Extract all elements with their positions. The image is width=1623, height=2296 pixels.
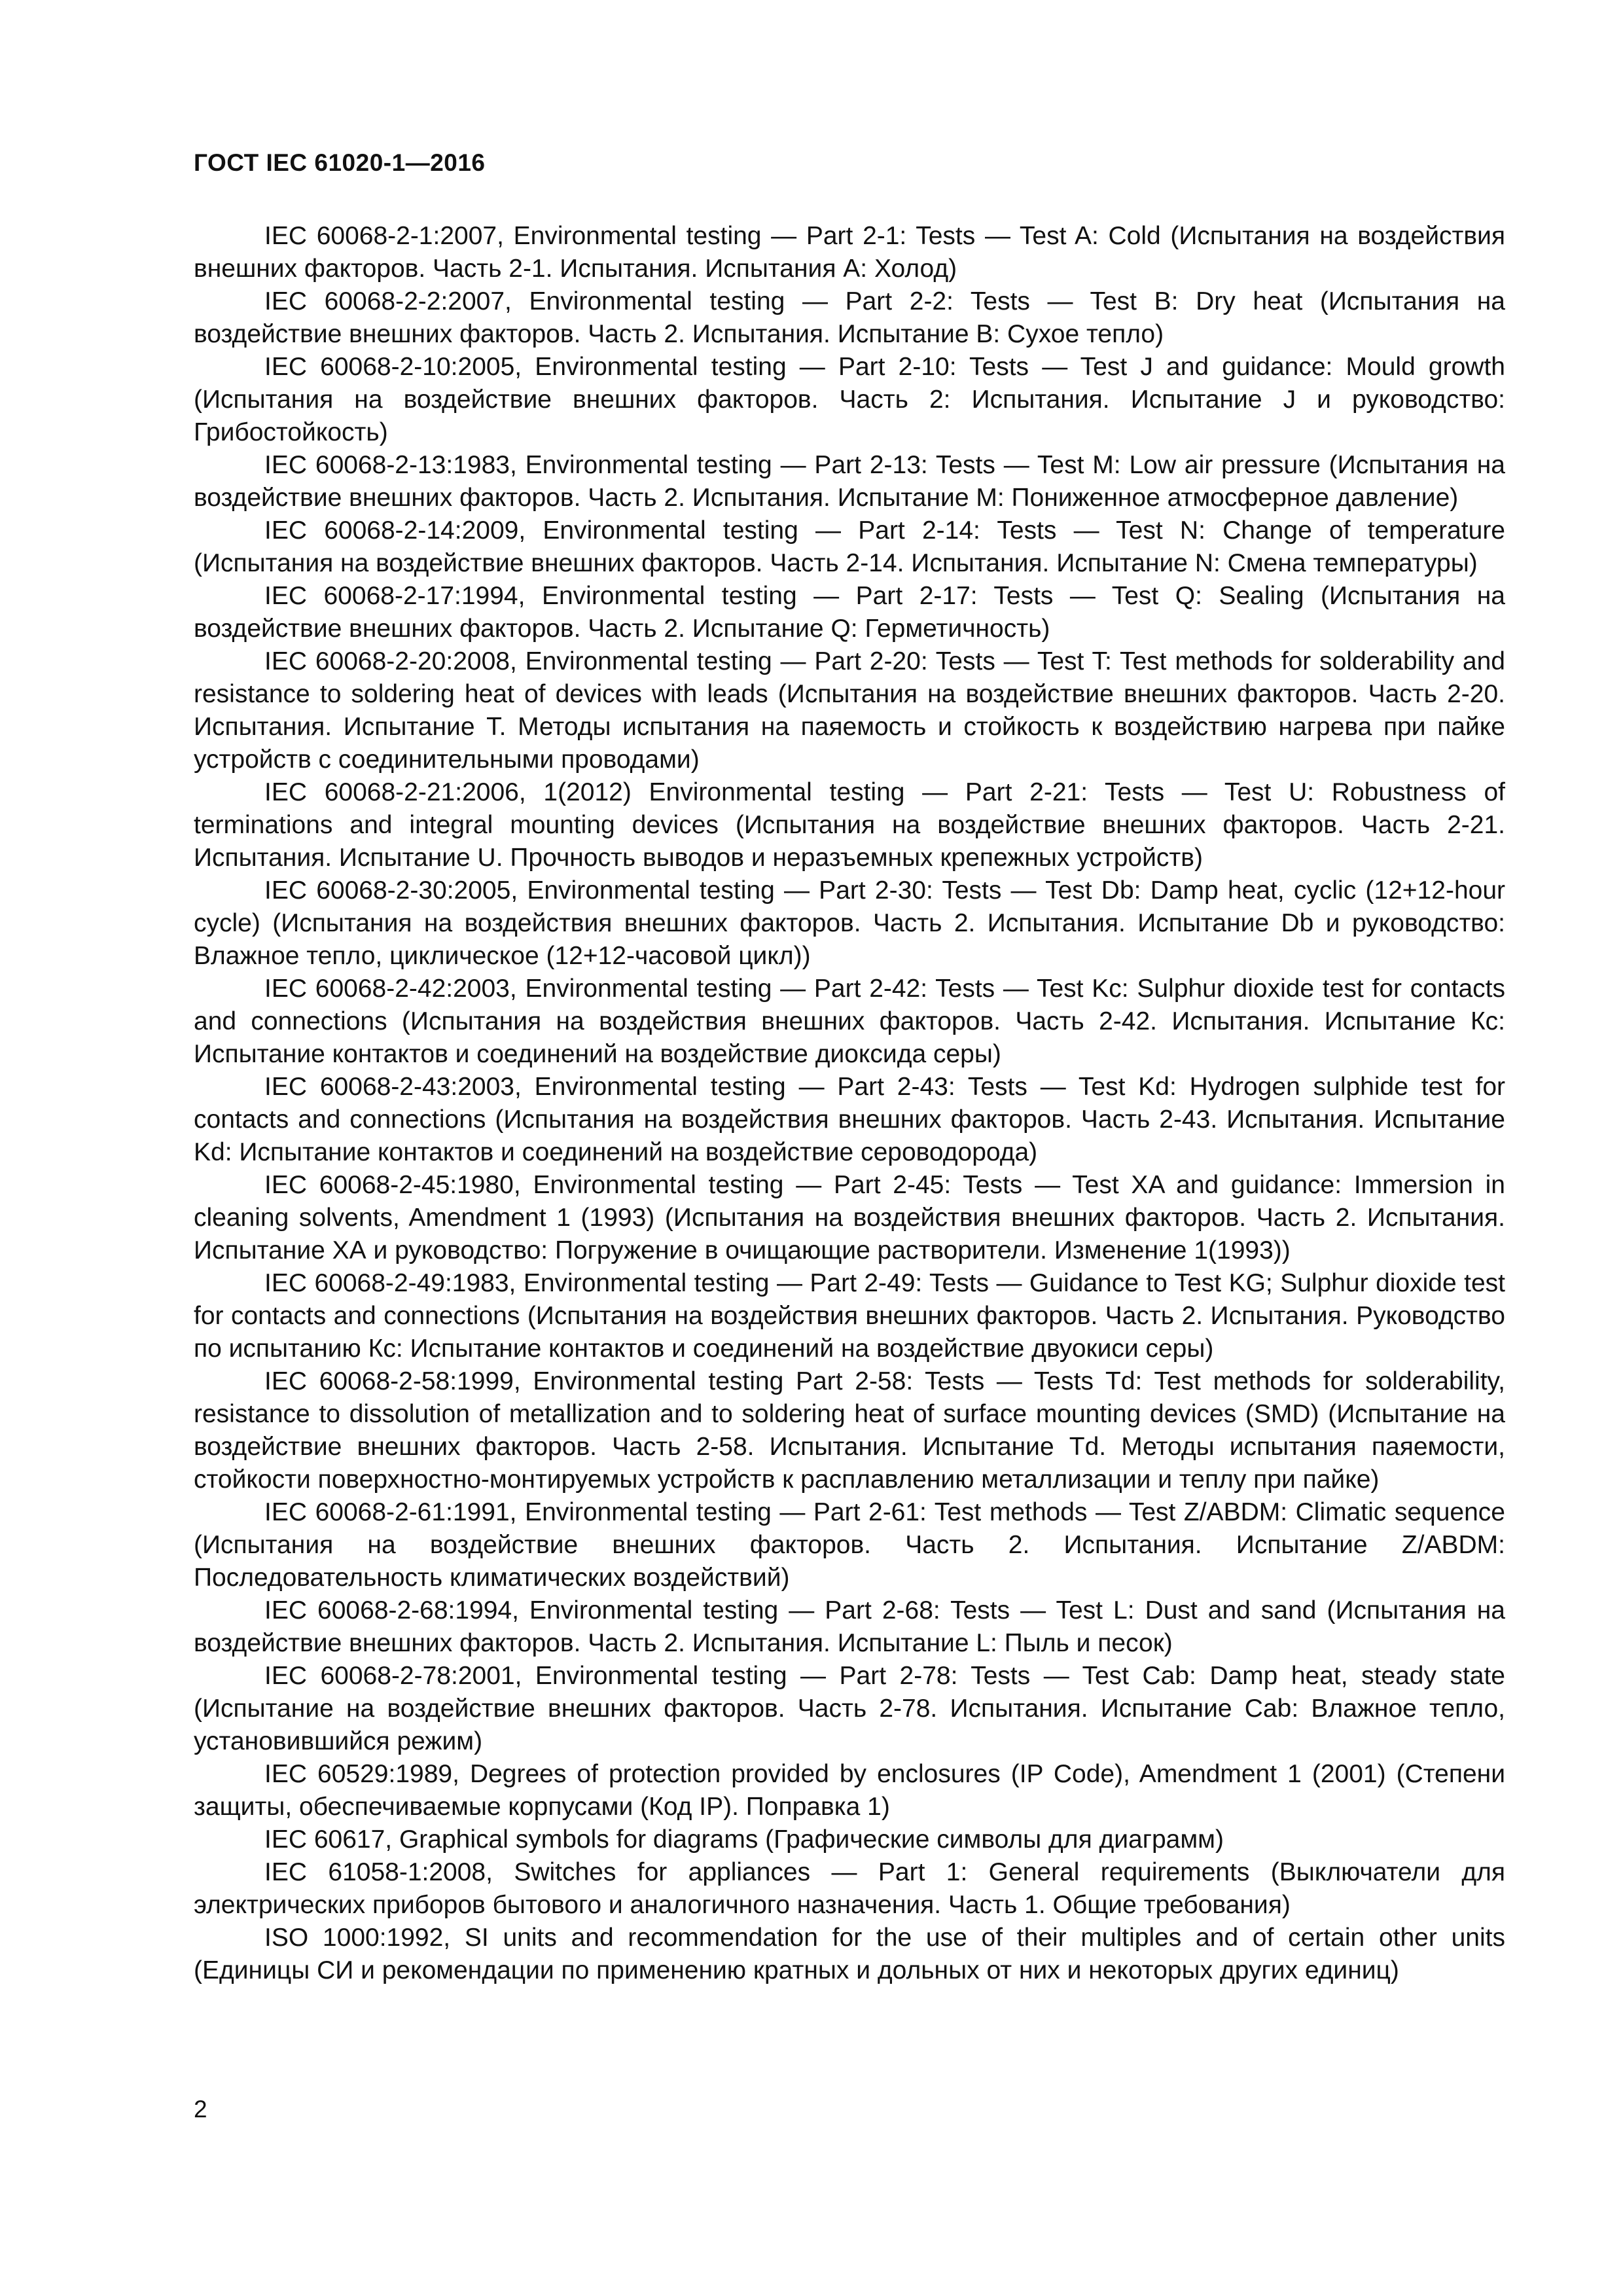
reference-item: IEC 60068-2-42:2003, Environmental testing — Part 2-42: Tests — Test Kc: Sulphur dioxide test for contacts and connections (Испытания на воздействия внешних факторов. Часть 2-42. Испытания. Испытание Кс: Испытание контактов и соединений на воздействие диоксида серы) [194,975,1505,1068]
reference-item: IEC 60068-2-43:2003, Environmental testing — Part 2-43: Tests — Test Kd: Hydrogen sulphide test for contacts and connections (Испытания на воздействия внешних факторов. Часть 2-43. Испытания. Испытание Kd: Испытание контактов и соединений на воздействие сероводорода) [194,1073,1505,1166]
document-header: ГОСТ IEC 61020-1—2016 [194,149,486,176]
reference-item: IEC 60068-2-30:2005, Environmental testing — Part 2-30: Tests — Test Db: Damp heat, cyclic (12+12-hour cycle) (Испытания на воздействия внешних факторов. Часть 2. Испытания. Испытание Db и руководство: Влажное тепло, циклическое (12+12-часовой цикл)) [194,876,1505,970]
reference-item: IEC 60068-2-45:1980, Environmental testing — Part 2-45: Tests — Test XA and guidance: Immersion in cleaning solvents, Amendment 1 (1993) (Испытания на воздействия внешних факторов. Часть 2. Испытания. Испытание ХА и руководство: Погружение в очищающие растворители. Изменение 1(1993)) [194,1171,1505,1265]
reference-item: IEC 61058-1:2008, Switches for appliances — Part 1: General requirements (Выключатели для электрических приборов бытового и аналогичного назначения. Часть 1. Общие требования) [194,1858,1505,1919]
reference-item: IEC 60068-2-17:1994, Environmental testing — Part 2-17: Tests — Test Q: Sealing (Испытания на воздействие внешних факторов. Часть 2. Испытание Q: Герметичность) [194,582,1505,643]
reference-item: IEC 60068-2-13:1983, Environmental testing — Part 2-13: Tests — Test M: Low air pressure (Испытания на воздействие внешних факторов. Часть 2. Испытания. Испытание М: Пониженное атмосферное давление) [194,451,1505,512]
reference-item: IEC 60068-2-1:2007, Environmental testing — Part 2-1: Tests — Test A: Cold (Испытания на воздействия внешних факторов. Часть 2-1. Испытания. Испытания А: Холод) [194,222,1505,283]
page-number: 2 [194,2096,207,2123]
reference-item: IEC 60529:1989, Degrees of protection provided by enclosures (IP Code), Amendment 1 (2001) (Степени защиты, обеспечиваемые корпусами (Код IP). Поправка 1) [194,1760,1505,1821]
reference-item: IEC 60068-2-2:2007, Environmental testing — Part 2-2: Tests — Test B: Dry heat (Испытания на воздействие внешних факторов. Часть 2. Испытания. Испытание В: Сухое тепло) [194,287,1505,348]
reference-item: IEC 60068-2-20:2008, Environmental testing — Part 2-20: Tests — Test T: Test methods for solderability and resistance to soldering heat of devices with leads (Испытания на воздействие внешних факторов. Часть 2-20. Испытания. Испытание Т. Методы испытания на паяемость и стойкость к воздействию нагрева при пайке устройств с соединительными проводами) [194,647,1505,774]
reference-item: IEC 60068-2-14:2009, Environmental testing — Part 2-14: Tests — Test N: Change of temperature (Испытания на воздействие внешних факторов. Часть 2-14. Испытания. Испытание N: Смена температуры) [194,516,1505,577]
reference-item: ISO 1000:1992, SI units and recommendation for the use of their multiples and of certain other units (Единицы СИ и рекомендации по применению кратных и дольных от них и некоторых других единиц) [194,1924,1505,1984]
reference-item: IEC 60068-2-49:1983, Environmental testing — Part 2-49: Tests — Guidance to Test KG; Sulphur dioxide test for contacts and connections (Испытания на воздействия внешних факторов. Часть 2. Испытания. Руководство по испытанию Кс: Испытание контактов и соединений на воздействие двуокиси серы) [194,1269,1505,1363]
reference-item: IEC 60068-2-21:2006, 1(2012) Environmental testing — Part 2-21: Tests — Test U: Robustness of terminations and integral mounting devices (Испытания на воздействие внешних факторов. Часть 2-21. Испытания. Испытание U. Прочность выводов и неразъемных крепежных устройств) [194,778,1505,872]
reference-item: IEC 60068-2-61:1991, Environmental testing — Part 2-61: Test methods — Test Z/ABDM: Climatic sequence (Испытания на воздействие внешних факторов. Часть 2. Испытания. Испытание Z/ABDM: Последовательность климатических воздействий) [194,1498,1505,1592]
normative-references-list [194,220,1505,1987]
reference-item: IEC 60617, Graphical symbols for diagrams (Графические символы для диаграмм) [264,1825,1224,1854]
reference-item: IEC 60068-2-10:2005, Environmental testing — Part 2-10: Tests — Test J and guidance: Mould growth (Испытания на воздействие внешних факторов. Часть 2: Испытания. Испытание J и руководство: Грибостойкость) [194,353,1505,446]
reference-item: IEC 60068-2-68:1994, Environmental testing — Part 2-68: Tests — Test L: Dust and sand (Испытания на воздействие внешних факторов. Часть 2. Испытания. Испытание L: Пыль и песок) [194,1596,1505,1657]
reference-item: IEC 60068-2-78:2001, Environmental testing — Part 2-78: Tests — Test Cab: Damp heat, steady state (Испытание на воздействие внешних факторов. Часть 2-78. Испытания. Испытание Cab: Влажное тепло, установившийся режим) [194,1662,1505,1755]
reference-item: IEC 60068-2-58:1999, Environmental testing Part 2-58: Tests — Tests Td: Test methods for solderability, resistance to dissolution of metallization and to soldering heat of surface mounting devices (SMD) (Испытание на воздействие внешних факторов. Часть 2-58. Испытания. Испытание Td. Методы испытания паяемости, стойкости поверхностно-монтируемых устройств к расплавлению металлизации и теплу при пайке) [194,1367,1505,1494]
